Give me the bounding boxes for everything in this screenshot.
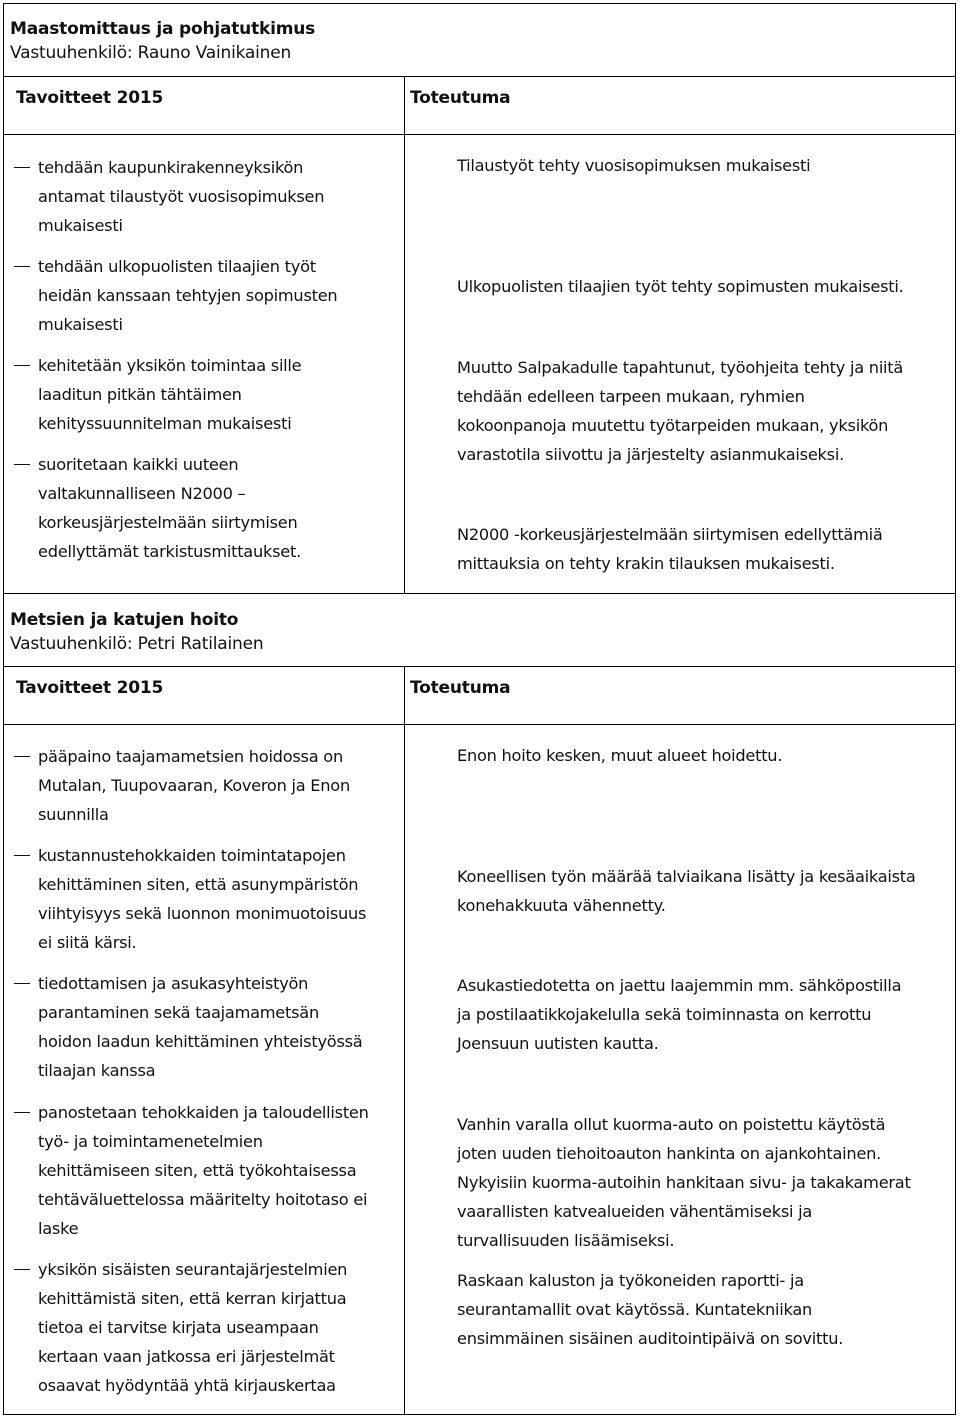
result-text: Asukastiedotetta on jaettu laajemmin mm. sähköpostilla ja postilaatikkojakelulla sekä toiminnasta on kerrottu Joensuun uutisten kautta. [457,976,902,1053]
dash-bullet [14,1112,30,1113]
goal-item [14,1098,394,1243]
dash-bullet [14,855,30,856]
goal-item [14,450,394,566]
dash-bullet [14,266,30,267]
result-text: Koneellisen työn määrää talviaikana lisätty ja kesäaikaista konehakkuuta vähennetty. [457,867,916,915]
responsible-person: Vastuuhenkilö: Rauno Vainikainen [10,43,292,63]
goal-text: tehdään kaupunkirakenneyksikön antamat tilaustyöt vuosisopimuksen mukaisesti [38,158,325,235]
header-divider [4,134,955,135]
result-text: Ulkopuolisten tilaajien työt tehty sopimusten mukaisesti. [457,277,904,296]
column-divider [404,666,405,724]
table-border [4,593,955,594]
section-title: Metsien ja katujen hoito [10,610,239,630]
responsible-person: Vastuuhenkilö: Petri Ratilainen [10,634,264,654]
result-text: Vanhin varalla ollut kuorma-auto on poistettu käytöstä joten uuden tiehoitoauton hankinta on ajankohtainen. Nykyisiin kuorma-autoihin hankitaan sivu- ja takakamerat vaarallisten katvealueiden vähentämiseksi ja turvallisuuden lisäämiseksi. [457,1115,911,1250]
goal-text: kustannustehokkaiden toimintatapojen kehittäminen siten, että asunympäristön viihtyisyys sekä luonnon monimuotoisuus ei siitä kärsi. [38,846,367,952]
table-border [4,76,955,77]
section-header [10,17,315,65]
column-divider [404,724,405,1415]
goal-item [14,969,394,1085]
result-text: Tilaustyöt tehty vuosisopimuksen mukaisesti [457,156,811,175]
goal-text: kehitetään yksikön toimintaa sille laaditun pitkän tähtäimen kehityssuunnitelman mukaisesti [38,356,302,433]
section-header [10,608,263,656]
column-header-goals: Tavoitteet 2015 [16,678,164,698]
dash-bullet [14,365,30,366]
result-text: Raskaan kaluston ja työkoneiden raportti- ja seurantamallit ovat käytössä. Kuntatekniikan ensimmäinen sisäinen auditointipäivä on sovittu. [457,1271,844,1348]
column-header-goals: Tavoitteet 2015 [16,88,164,108]
column-divider [404,134,405,593]
goal-item [14,1255,394,1400]
result-text: Muutto Salpakadulle tapahtunut, työohjeita tehty ja niitä tehdään edelleen tarpeen mukaan, ryhmien kokoonpanoja muutettu työtarpeiden mukaan, yksikön varastotila siivottu ja järjestelty asianmukaiseksi. [457,358,904,464]
header-divider [4,724,955,725]
goal-item [14,742,394,829]
goal-text: tehdään ulkopuolisten tilaajien työt heidän kanssaan tehtyjen sopimusten mukaisesti [38,257,338,334]
column-header-results: Toteutuma [410,678,511,698]
dash-bullet [14,1269,30,1270]
goal-text: yksikön sisäisten seurantajärjestelmien kehittämistä siten, että kerran kirjattua tietoa ei tarvitse kirjata useampaan kertaan vaan jatkossa eri järjestelmät osaavat hyödyntää yhtä kirjauskertaa [38,1260,348,1395]
column-divider [404,76,405,134]
goal-text: pääpaino taajamametsien hoidossa on Mutalan, Tuupovaaran, Koveron ja Enon suunnilla [38,747,350,824]
result-text: N2000 -korkeusjärjestelmään siirtymisen edellyttämiä mittauksia on tehty krakin tilauksen mukaisesti. [457,525,883,573]
section-title: Maastomittaus ja pohjatutkimus [10,19,316,39]
result-text: Enon hoito kesken, muut alueet hoidettu. [457,746,783,765]
dash-bullet [14,756,30,757]
dash-bullet [14,464,30,465]
goal-text: panostetaan tehokkaiden ja taloudellisten työ- ja toimintamenetelmien kehittämiseen siten, että työkohtaisessa tehtäväluettelossa määritelty hoitotaso ei laske [38,1103,369,1238]
table-border [4,666,955,667]
dash-bullet [14,983,30,984]
goal-text: tiedottamisen ja asukasyhteistyön parantaminen sekä taajamametsän hoidon laadun kehittäminen yhteistyössä tilaajan kanssa [38,974,363,1080]
goal-item [14,841,394,957]
dash-bullet [14,167,30,168]
goal-item [14,351,394,438]
goal-text: suoritetaan kaikki uuteen valtakunnalliseen N2000 – korkeusjärjestelmään siirtymisen edellyttämät tarkistusmittaukset. [38,455,301,561]
column-header-results: Toteutuma [410,88,511,108]
goal-item [14,252,394,339]
goal-item [14,153,394,240]
